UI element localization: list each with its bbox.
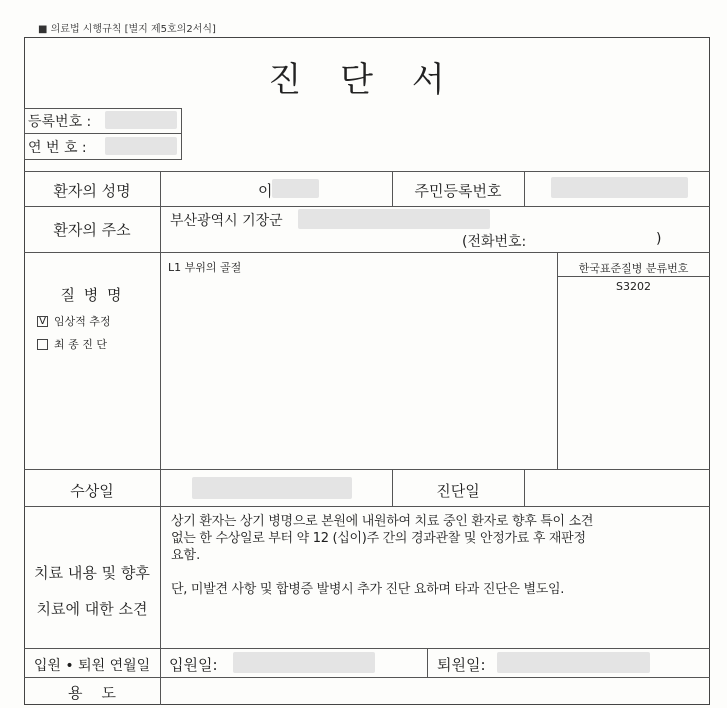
- form-header: ■ 의료법 시행규칙 [별지 제5호의2서식]: [38, 24, 216, 35]
- clinical-checkbox[interactable]: V: [37, 316, 48, 327]
- row-line-5: [24, 648, 710, 649]
- opinion-line-4: 단, 미발견 사항 및 합병증 발병시 추가 진단 요하며 타과 진단은 별도임.: [171, 582, 565, 597]
- dates-divider-b: [524, 469, 525, 506]
- injury-date-label: 수상일: [70, 482, 114, 500]
- opinion-line-2: 없는 한 수상일로 부터 약 12 (십이)주 간의 경과관찰 및 안정가료 후 재판정: [171, 531, 586, 546]
- address-value: 부산광역시 기장군: [170, 213, 283, 229]
- phone-close: ): [656, 231, 662, 247]
- clinical-option-label: 임상적 추정: [54, 315, 111, 328]
- row-line-6: [24, 677, 710, 678]
- phone-open: (전화번호:: [462, 234, 527, 250]
- row-line-2: [24, 252, 710, 253]
- admit-date-label: 입원일:: [169, 656, 218, 674]
- opinion-line-3: 요함.: [171, 548, 201, 563]
- registration-divider: [24, 133, 182, 134]
- resident-no-label: 주민등록번호: [414, 182, 502, 200]
- injury-date-redacted: [192, 477, 352, 499]
- opinion-line-1: 상기 환자는 상기 병명으로 본원에 내원하여 치료 중인 환자로 향후 특이 소견: [171, 514, 594, 529]
- final-option-label: 최 종 진 단: [54, 338, 107, 351]
- patient-name-value: 이: [258, 182, 273, 200]
- resident-no-redacted: [551, 177, 688, 198]
- serial-no-label: 연 번 호 :: [28, 140, 87, 156]
- diagnosis-text: L1 부위의 골절: [168, 261, 242, 274]
- row-line-3: [24, 469, 710, 470]
- address-label: 환자의 주소: [53, 221, 131, 239]
- treatment-label-line2: 치료에 대한 소견: [36, 600, 148, 618]
- disease-code-header: 한국표준질병 분류번호: [578, 262, 689, 275]
- row-line-1: [24, 206, 710, 207]
- row1-divider-b: [524, 171, 525, 206]
- admission-divider: [427, 648, 428, 677]
- label-col-divider: [160, 171, 161, 705]
- final-checkbox[interactable]: [37, 339, 48, 350]
- diagnosis-date-label: 진단일: [436, 482, 480, 500]
- purpose-label: 용 도: [67, 684, 117, 702]
- discharge-date-redacted: [497, 652, 650, 673]
- serial-no-value-redacted: [105, 137, 177, 155]
- patient-name-label: 환자의 성명: [53, 182, 131, 200]
- disease-label: 질 병 명: [60, 286, 124, 304]
- address-redacted: [298, 209, 490, 229]
- disease-code-value: S3202: [616, 280, 651, 293]
- reg-no-label: 등록번호 :: [28, 114, 92, 130]
- patient-name-redacted: [272, 179, 319, 198]
- admit-date-redacted: [233, 652, 375, 673]
- admission-label: 입원 • 퇴원 연월일: [33, 658, 151, 674]
- table-top-line: [24, 171, 710, 172]
- discharge-date-label: 퇴원일:: [437, 656, 486, 674]
- treatment-label-line1: 치료 내용 및 향후: [34, 564, 150, 582]
- page-title: 진 단 서: [268, 60, 459, 100]
- code-header-line: [557, 276, 710, 277]
- row-line-4: [24, 506, 710, 507]
- reg-no-value-redacted: [105, 111, 177, 129]
